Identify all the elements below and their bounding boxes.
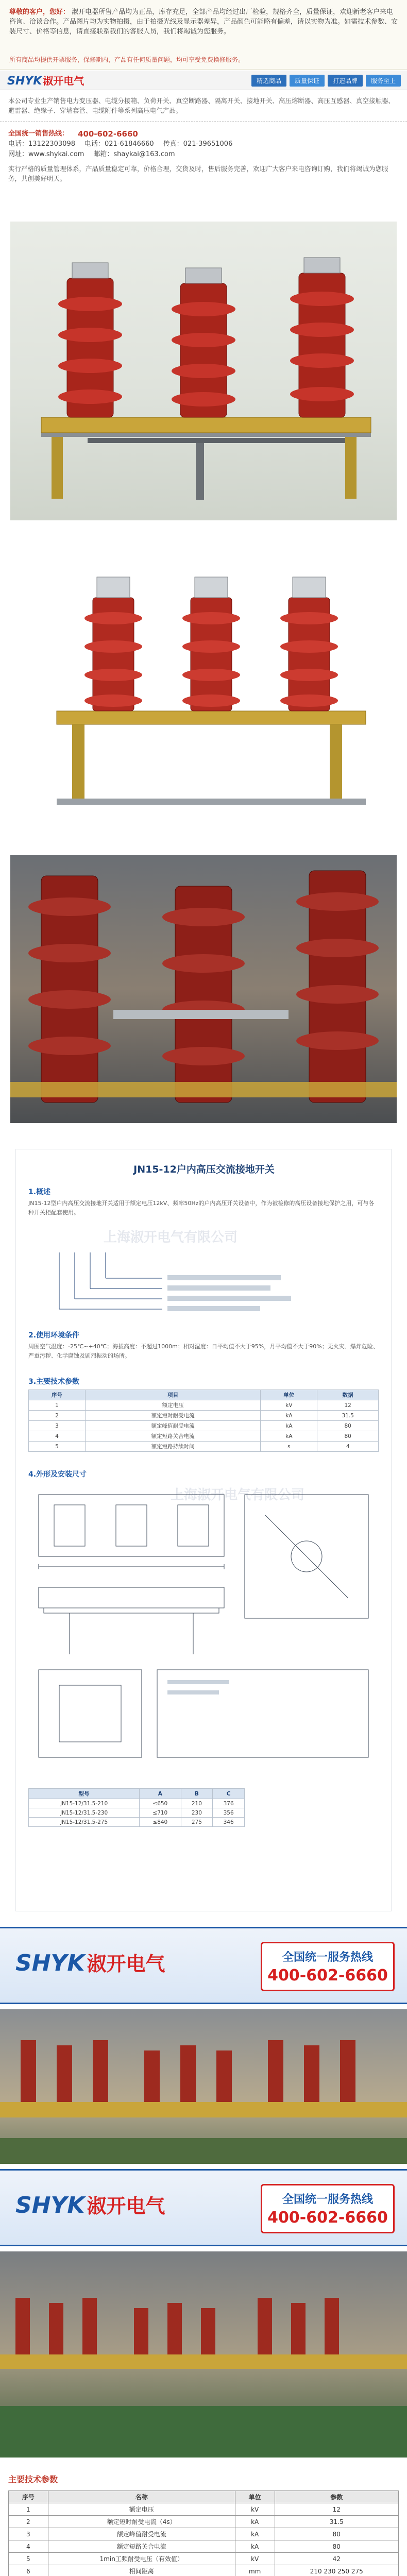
table-cell: kV	[261, 1400, 317, 1411]
brand-logo-en: SHYK	[7, 75, 42, 88]
notice-warning: 所有商品均提供开票服务，保修期内，产品有任何质量问题，均可享受免费换修服务。	[9, 56, 245, 63]
banner-hotline-box[interactable]	[261, 2184, 395, 2233]
table-cell: 42	[275, 2553, 399, 2565]
table-row	[9, 2540, 399, 2553]
table-row	[29, 1808, 245, 1818]
table-cell: 2	[9, 2516, 48, 2528]
table-cell: 额定短时耐受电流	[85, 1411, 261, 1421]
table-cell: kV	[235, 2503, 275, 2516]
table-cell: 相间距离	[48, 2565, 235, 2576]
fax-number: 传真：021-39651006	[163, 140, 233, 148]
table-cell: 230	[181, 1808, 213, 1818]
table-row	[29, 1442, 379, 1452]
table-header-cell: 项目	[85, 1390, 261, 1400]
table-row	[29, 1411, 379, 1421]
table-row	[9, 2553, 399, 2565]
brand-logo[interactable]	[7, 73, 84, 88]
banner-hotline-number: 400-602-6660	[267, 1967, 388, 1985]
table-cell: 3	[9, 2528, 48, 2540]
table-header-cell: 数据	[317, 1390, 379, 1400]
table-cell: 346	[213, 1818, 245, 1827]
table-cell: 1	[9, 2503, 48, 2516]
mobile-phone[interactable]: 电话：13122303098	[8, 140, 75, 148]
brand-bar	[0, 71, 407, 90]
table-header-cell: 单位	[235, 2491, 275, 2503]
table-header-cell: 序号	[29, 1390, 86, 1400]
table-row	[29, 1818, 245, 1827]
table-cell: 1	[29, 1400, 86, 1411]
table-row	[9, 2565, 399, 2576]
table-cell: 5	[9, 2553, 48, 2565]
table-cell: JN15-12/31.5-275	[29, 1818, 140, 1827]
email-link[interactable]: 邮箱：shaykai@163.com	[93, 150, 175, 158]
table-header-row	[29, 1789, 245, 1799]
catalog-section-dimensions: 4.外形及安装尺寸	[28, 1470, 87, 1479]
banner-logo-cn: 淑开电气	[87, 2195, 165, 2217]
catalog-watermark-2: 上海淑开电气有限公司	[171, 1487, 305, 1503]
table-cell: 356	[213, 1808, 245, 1818]
brand-tabs	[251, 75, 401, 87]
product-photo-side	[10, 541, 397, 829]
table-cell: 80	[275, 2540, 399, 2553]
table-cell: 额定短时耐受电流（4s）	[48, 2516, 235, 2528]
table-cell: kA	[261, 1431, 317, 1442]
table-cell: kV	[235, 2553, 275, 2565]
catalog-title: JN15-12户内高压交流接地开关	[133, 1164, 275, 1175]
product-photo-closeup	[10, 855, 397, 1123]
banner-logo[interactable]	[15, 2190, 165, 2218]
table-cell: 12	[317, 1400, 379, 1411]
table-cell: JN15-12/31.5-210	[29, 1799, 140, 1808]
banner-hotline-title: 全国统一服务热线	[282, 1951, 373, 1964]
table-cell: ≤650	[140, 1799, 181, 1808]
table-cell: 4	[9, 2540, 48, 2553]
table-cell: 31.5	[275, 2516, 399, 2528]
table-cell: kA	[235, 2528, 275, 2540]
table-cell: 额定电压	[48, 2503, 235, 2516]
tab-service[interactable]: 服务至上	[366, 75, 401, 87]
tab-featured[interactable]: 精选商品	[251, 75, 286, 87]
brand-logo-cn: 淑开电气	[43, 75, 84, 87]
table-header-cell: 名称	[48, 2491, 235, 2503]
table-cell: 额定峰值耐受电流	[48, 2528, 235, 2540]
table-cell: JN15-12/31.5-230	[29, 1808, 140, 1818]
table-header-cell: B	[181, 1789, 213, 1799]
tab-brand[interactable]: 打造品牌	[328, 75, 363, 87]
dimension-drawing	[28, 1484, 379, 1773]
table-header-cell: 参数	[275, 2491, 399, 2503]
table-cell: s	[261, 1442, 317, 1452]
table-cell: 额定短路关合电流	[85, 1431, 261, 1442]
table-cell: ≤710	[140, 1808, 181, 1818]
table-row	[29, 1799, 245, 1808]
table-cell: 31.5	[317, 1411, 379, 1421]
table-header-cell: 单位	[261, 1390, 317, 1400]
earthing-switch-illustration-3	[10, 855, 397, 1123]
model-designation-diagram	[28, 1242, 379, 1319]
table-cell: 3	[29, 1421, 86, 1431]
table-row	[29, 1400, 379, 1411]
table-cell: 6	[9, 2565, 48, 2576]
catalog-tech-table	[28, 1389, 379, 1452]
table-header-cell: 序号	[9, 2491, 48, 2503]
table-cell: 4	[29, 1431, 86, 1442]
contact-block	[0, 124, 407, 216]
table-row	[9, 2516, 399, 2528]
catalog-environment-text: 周围空气温度：-25℃~+40℃；海拔高度：不超过1000m；相对湿度：日平均值不大于95%，月平均值不大于90%；无火灾、爆炸危险、严重污秽、化学腐蚀及剧烈振动的场所。	[28, 1343, 379, 1359]
notice-text: 淑开电器所售产品均为正品，库存充足，全部产品均经过出厂检验，规格齐全，质量保证，欢迎新老客户来电咨询、洽谈合作。产品图片均为实物拍摄，由于拍摄光线及显示器差异，产品颜色可能略有偏差，请以实物为准。如需技术参数、安装尺寸、价格等信息，请直接联系我们的客服人员，我们将竭诚为您服务。	[9, 8, 398, 36]
workshop-photo-1	[0, 2009, 407, 2164]
banner-hotline-number: 400-602-6660	[267, 2209, 388, 2227]
banner-logo-en: SHYK	[15, 1950, 85, 1976]
table-cell: 275	[181, 1818, 213, 1827]
table-cell: 80	[317, 1421, 379, 1431]
catalog-section-overview: 1.概述	[28, 1188, 51, 1196]
table-cell: 额定短路关合电流	[48, 2540, 235, 2553]
table-cell: 额定短路持续时间	[85, 1442, 261, 1452]
table-cell: kA	[261, 1421, 317, 1431]
table-row	[29, 1431, 379, 1442]
banner-logo[interactable]	[15, 1948, 165, 1976]
catalog-overview-text: JN15-12型户内高压交流接地开关适用于额定电压12kV、频率50Hz的户内高压开关设备中，作为被检修的高压设备接地保护之用，可与各种开关柜配套使用。	[28, 1200, 375, 1216]
table-header-cell: C	[213, 1789, 245, 1799]
table-row	[9, 2528, 399, 2540]
table-cell: 80	[317, 1431, 379, 1442]
table-cell: 2	[29, 1411, 86, 1421]
catalog-dimension-table	[28, 1788, 245, 1827]
store-notice	[0, 0, 407, 70]
banner-hotline-title: 全国统一服务热线	[282, 2193, 373, 2206]
spec-table	[8, 2490, 399, 2576]
banner-logo-en: SHYK	[15, 2192, 85, 2218]
catalog-sheet	[15, 1149, 392, 1911]
workshop-photo-2	[0, 2251, 407, 2458]
table-cell: 额定峰值耐受电流	[85, 1421, 261, 1431]
table-header-row	[29, 1390, 379, 1400]
table-cell: kA	[235, 2540, 275, 2553]
hotline-banner-1	[0, 1927, 407, 2004]
hotline-label: 全国统一销售热线：	[8, 130, 69, 138]
table-cell: 210 230 250 275	[275, 2565, 399, 2576]
table-cell: 80	[275, 2528, 399, 2540]
table-cell: mm	[235, 2565, 275, 2576]
table-cell: kA	[235, 2516, 275, 2528]
table-cell: 4	[317, 1442, 379, 1452]
table-cell: 额定电压	[85, 1400, 261, 1411]
hotline-number[interactable]: 400-602-6660	[78, 129, 138, 139]
banner-hotline-box[interactable]	[261, 1942, 395, 1991]
table-cell: kA	[261, 1411, 317, 1421]
table-header-row	[9, 2491, 399, 2503]
catalog-watermark-1: 上海淑开电气有限公司	[104, 1230, 238, 1245]
table-cell: 5	[29, 1442, 86, 1452]
table-row	[29, 1421, 379, 1431]
table-header-cell: A	[140, 1789, 181, 1799]
table-cell: 1min工频耐受电压（有效值）	[48, 2553, 235, 2565]
workshop-illustration-2	[0, 2251, 407, 2458]
banner-logo-cn: 淑开电气	[87, 1953, 165, 1975]
table-cell: 12	[275, 2503, 399, 2516]
contact-sub-text: 实行严格的质量管理体系，产品质量稳定可靠，价格合理，交货及时，售后服务完善，欢迎广大客户来电咨询订购，我们将竭诚为您服务，共创美好明天。	[8, 165, 388, 182]
table-row	[9, 2503, 399, 2516]
table-cell: 376	[213, 1799, 245, 1808]
office-phone[interactable]: 电话：021-61846660	[84, 140, 154, 148]
website-link[interactable]: 网址：www.shykai.com	[8, 150, 84, 158]
tab-quality[interactable]: 质量保证	[290, 75, 325, 87]
catalog-section-environment: 2.使用环境条件	[28, 1331, 80, 1340]
spec-section-title: 主要技术参数	[8, 2475, 58, 2484]
earthing-switch-illustration-1	[10, 222, 397, 520]
company-intro: 本公司专业生产销售电力变压器、电缆分接箱、负荷开关、真空断路器、隔离开关、接地开关、高压熔断器、高压互感器、真空接触器、避雷器、绝缘子、穿墙套管、电缆附件等系列高压电气产品。	[0, 93, 407, 122]
table-cell: ≤840	[140, 1818, 181, 1827]
table-cell: 210	[181, 1799, 213, 1808]
earthing-switch-illustration-2	[10, 541, 397, 829]
catalog-section-parameters: 3.主要技术参数	[28, 1378, 80, 1386]
product-photo-front	[10, 222, 397, 520]
table-header-cell: 型号	[29, 1789, 140, 1799]
notice-lead: 尊敬的客户，您好：	[9, 8, 70, 16]
workshop-illustration-1	[0, 2009, 407, 2164]
hotline-banner-2	[0, 2169, 407, 2246]
